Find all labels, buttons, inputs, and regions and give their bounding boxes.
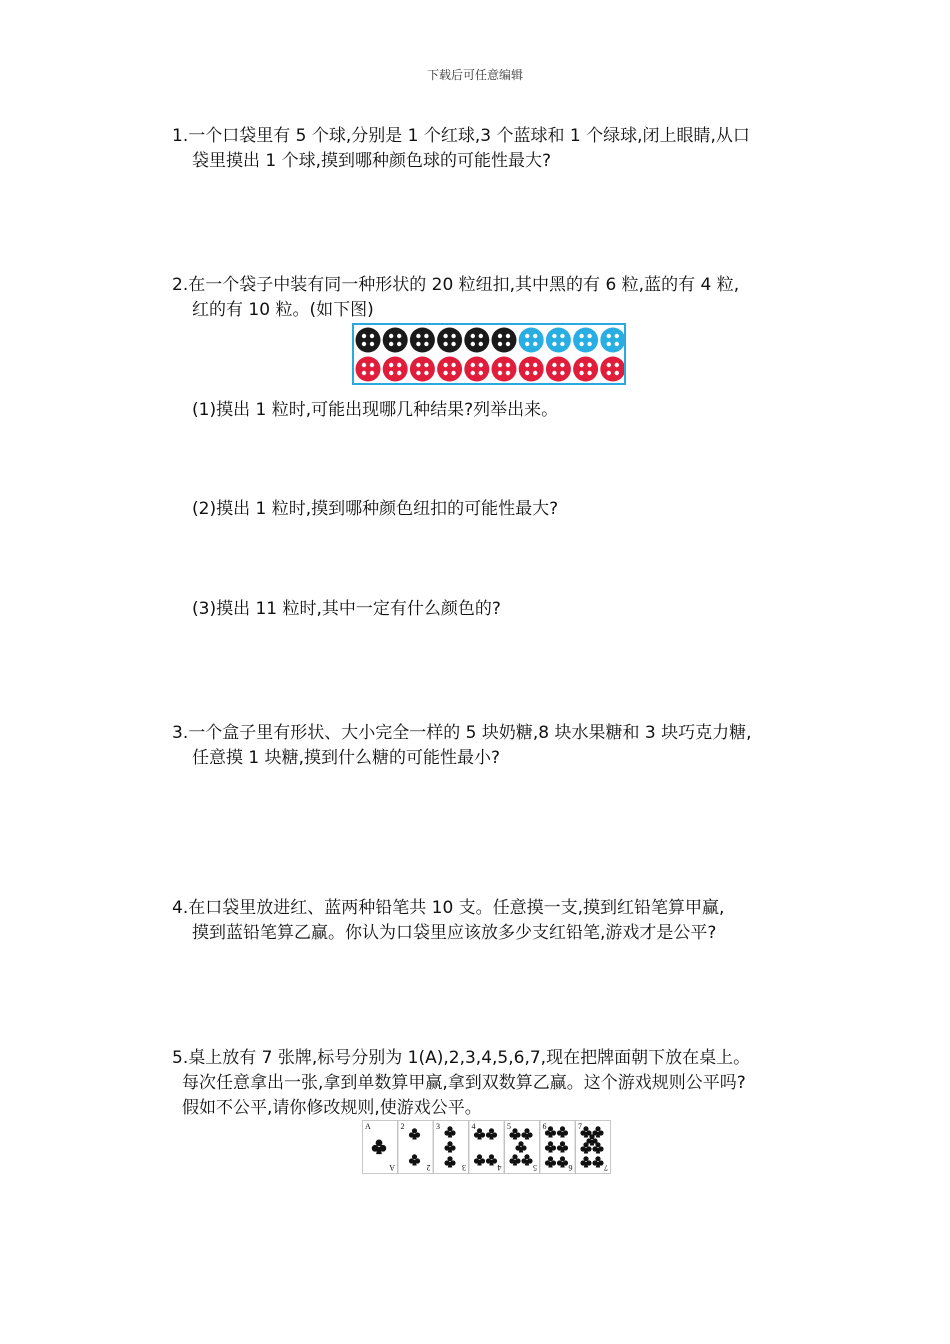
button-black	[383, 328, 408, 353]
button-blue	[546, 328, 571, 353]
question-1-line-1: 1.一个口袋里有 5 个球,分别是 1 个红球,3 个蓝球和 1 个绿球,闭上眼睛,从口	[172, 126, 750, 146]
playing-card	[505, 1121, 540, 1174]
button-red	[546, 357, 571, 382]
question-4-line-2: 摸到蓝铅笔算乙赢。你认为口袋里应该放多少支红铅笔,游戏才是公平?	[192, 923, 717, 943]
question-2-line-2: 红的有 10 粒。(如下图)	[192, 300, 374, 320]
question-2-sub-3: (3)摸出 11 粒时,其中一定有什么颜色的?	[192, 599, 501, 619]
card-rank-label: 3	[436, 1122, 440, 1131]
button-blue	[573, 328, 598, 353]
card-rank-label: A	[365, 1122, 371, 1131]
question-3-line-1: 3.一个盒子里有形状、大小完全一样的 5 块奶糖,8 块水果糖和 3 块巧克力糖,	[172, 723, 752, 743]
button-black	[464, 328, 489, 353]
question-4	[172, 896, 822, 946]
button-red	[519, 357, 544, 382]
card-rank-label-inverted: 5	[533, 1163, 537, 1172]
question-5-line-1: 5.桌上放有 7 张牌,标号分别为 1(A),2,3,4,5,6,7,现在把牌面朝下放在桌上。	[172, 1048, 751, 1068]
button-red	[383, 357, 408, 382]
playing-card	[540, 1121, 575, 1174]
button-black	[437, 328, 462, 353]
button-blue	[519, 328, 544, 353]
page-header: 下载后可任意编辑	[426, 68, 523, 82]
question-3-line-2: 任意摸 1 块糖,摸到什么糖的可能性最小?	[192, 748, 501, 768]
button-red	[410, 357, 435, 382]
button-red	[600, 357, 624, 382]
button-red	[437, 357, 462, 382]
card-rank-label-inverted: 4	[497, 1163, 502, 1172]
button-red	[356, 357, 381, 382]
playing-card	[398, 1121, 433, 1174]
question-5-line-3: 假如不公平,请你修改规则,使游戏公平。	[182, 1098, 482, 1118]
button-red	[573, 357, 598, 382]
question-5-line-2: 每次任意拿出一张,拿到单数算甲赢,拿到双数算乙赢。这个游戏规则公平吗?	[182, 1073, 746, 1093]
cards-image	[362, 1120, 614, 1174]
question-1-line-2: 袋里摸出 1 个球,摸到哪种颜色球的可能性最大?	[192, 151, 552, 171]
buttons-image	[354, 325, 624, 383]
card-rank-label-inverted: 3	[462, 1163, 466, 1172]
button-red	[492, 357, 517, 382]
card-rank-label: 6	[542, 1122, 547, 1131]
question-2-sub-2: (2)摸出 1 粒时,摸到哪种颜色纽扣的可能性最大?	[192, 499, 559, 519]
buttons-figure	[352, 323, 626, 385]
cards-figure	[362, 1120, 614, 1174]
button-black	[492, 328, 517, 353]
button-black	[356, 328, 381, 353]
playing-card	[434, 1121, 469, 1174]
card-rank-label-inverted: 2	[426, 1163, 431, 1172]
question-4-line-1: 4.在口袋里放进红、蓝两种铅笔共 10 支。任意摸一支,摸到红铅笔算甲赢,	[172, 898, 725, 918]
question-1	[172, 124, 822, 174]
card-rank-label-inverted: A	[389, 1163, 395, 1172]
question-5	[172, 1046, 822, 1121]
playing-card	[576, 1121, 611, 1174]
button-blue	[600, 328, 624, 353]
playing-card	[469, 1121, 504, 1174]
card-rank-label: 5	[507, 1122, 511, 1131]
card-rank-label: 7	[578, 1122, 582, 1131]
question-2	[172, 273, 822, 323]
question-3	[172, 721, 822, 771]
card-rank-label-inverted: 6	[568, 1163, 573, 1172]
question-2-line-1: 2.在一个袋子中装有同一种形状的 20 粒纽扣,其中黑的有 6 粒,蓝的有 4 粒,	[172, 275, 740, 295]
playing-card	[363, 1121, 398, 1174]
card-rank-label: 4	[471, 1122, 476, 1131]
card-rank-label-inverted: 7	[604, 1163, 608, 1172]
button-black	[410, 328, 435, 353]
button-red	[464, 357, 489, 382]
card-rank-label: 2	[400, 1122, 405, 1131]
question-2-sub-1: (1)摸出 1 粒时,可能出现哪几种结果?列举出来。	[192, 400, 559, 420]
